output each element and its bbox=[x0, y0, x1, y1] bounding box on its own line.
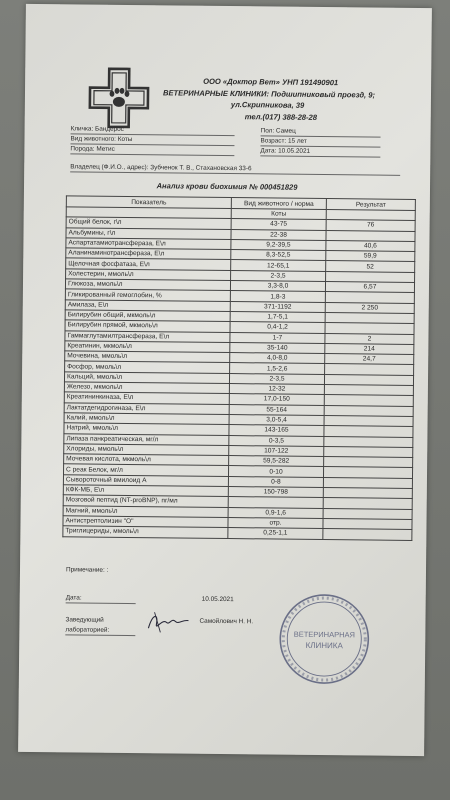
parameter-cell: Калий, ммоль\л bbox=[64, 413, 229, 425]
lab-report-sheet bbox=[18, 4, 432, 756]
norm-cell: 55-164 bbox=[229, 404, 324, 415]
header-parameter: Показатель bbox=[66, 196, 231, 209]
patient-nickname: Кличка: Бандерос bbox=[70, 125, 124, 133]
result-cell: 2 bbox=[325, 333, 414, 344]
norm-cell: 0-8 bbox=[228, 476, 323, 487]
norm-cell: 1,8-3 bbox=[230, 291, 325, 302]
parameter-cell: Натрий, ммоль\л bbox=[64, 423, 229, 435]
date-label: Дата: bbox=[65, 594, 82, 602]
norm-cell: 35-140 bbox=[230, 342, 325, 353]
parameter-cell: Хлориды, ммоль\л bbox=[64, 444, 229, 456]
norm-cell: 0-10 bbox=[228, 466, 323, 477]
parameter-cell: Общий белок, г\л bbox=[66, 217, 231, 229]
parameter-cell: Билирубин прямой, мкмоль\л bbox=[65, 320, 230, 332]
norm-cell: 107-122 bbox=[229, 445, 324, 456]
norm-cell: 0-3,5 bbox=[229, 435, 324, 446]
head-label-line1: Заведующий bbox=[65, 616, 104, 624]
divider bbox=[66, 602, 136, 604]
parameter-cell: Сывороточный вмилоид А bbox=[63, 475, 228, 487]
result-cell: 76 bbox=[326, 220, 415, 231]
note-label: Примечание: : bbox=[65, 566, 109, 574]
norm-cell: 143-165 bbox=[229, 425, 324, 436]
parameter-cell: Холестерин, ммоль\л bbox=[66, 269, 231, 281]
result-cell: 59,9 bbox=[326, 251, 415, 262]
result-cell: 24,7 bbox=[325, 354, 414, 365]
result-cell: 52 bbox=[326, 261, 415, 272]
norm-cell: 2-3,5 bbox=[229, 373, 324, 384]
norm-cell: 12-65,1 bbox=[231, 260, 326, 271]
header-result: Результат bbox=[326, 199, 415, 211]
divider bbox=[260, 155, 380, 157]
parameter-cell: Глюкоза, ммоль\л bbox=[65, 279, 230, 291]
parameter-cell: Триглицериды, ммоль\л bbox=[63, 526, 228, 538]
norm-cell: 3,3-8,0 bbox=[230, 281, 325, 292]
parameter-cell: Мочевая кислота, мкмоль\л bbox=[64, 454, 229, 466]
stamp-text-1: ВЕТЕРИНАРНАЯ bbox=[293, 629, 356, 640]
norm-cell: 2-3,5 bbox=[231, 270, 326, 281]
parameter-cell: Креатинин, мкмоль\л bbox=[65, 341, 230, 353]
clinic-stamp-icon bbox=[277, 592, 372, 687]
parameter-cell: Креатининкиназа, Е\л bbox=[64, 392, 229, 404]
parameter-cell: КФК-МБ, Е\л bbox=[63, 485, 228, 497]
clinic-phone: тел.(017) 388-28-28 bbox=[244, 111, 318, 122]
header-norm: Вид животного / норма bbox=[231, 198, 326, 210]
parameter-cell: Гаммаглутамилтрансфераза, Е\л bbox=[65, 330, 230, 342]
norm-cell: 43-75 bbox=[231, 219, 326, 230]
head-name: Самойлович Н. Н. bbox=[199, 617, 254, 626]
parameter-cell: Щелочная фосфатаза, Е\л bbox=[66, 258, 231, 270]
species-cell: Коты bbox=[231, 209, 326, 220]
parameter-cell: Мозговой пептид (NT-proBNP), пг/мл bbox=[63, 495, 228, 507]
signature-icon bbox=[144, 608, 192, 637]
head-label-line2: лабораторией: bbox=[65, 626, 110, 634]
patient-age: Возраст: 15 лет bbox=[260, 137, 307, 145]
parameter-cell: Амилаза, Е\л bbox=[65, 299, 230, 311]
clinic-name: ООО «Доктор Вет» УНП 191490901 bbox=[203, 76, 339, 88]
clinic-address-2: ул.Скрипникова, 39 bbox=[230, 100, 305, 110]
parameter-cell: Магний, ммоль\л bbox=[63, 505, 228, 517]
report-date: Дата: 10.05.2021 bbox=[260, 147, 311, 155]
norm-cell: 9,2-39,5 bbox=[231, 239, 326, 250]
norm-cell: 1-7 bbox=[230, 332, 325, 343]
clinic-cross-logo-icon bbox=[88, 67, 151, 130]
norm-cell: 8,3-52,5 bbox=[231, 250, 326, 261]
parameter-cell: Аспартатамиотрансфераза, Е\л bbox=[66, 238, 231, 250]
divider bbox=[70, 153, 234, 156]
norm-cell: 1,5-2,6 bbox=[230, 363, 325, 374]
parameter-cell: Гликированный гемоглобин, % bbox=[65, 289, 230, 301]
norm-cell: 59,5-282 bbox=[229, 456, 324, 467]
parameter-cell: Липаза панкреатическая, мг/л bbox=[64, 433, 229, 445]
norm-cell: 1,7-5,1 bbox=[230, 312, 325, 323]
norm-cell: 4,0-8,0 bbox=[230, 353, 325, 364]
owner-info: Владелец (Ф.И.О., адрес): Зубченок Т. В., Стахановская 33-6 bbox=[70, 163, 252, 173]
parameter-cell: Билирубин общий, мкмоль\л bbox=[65, 310, 230, 322]
clinic-header bbox=[153, 75, 413, 124]
norm-cell: 0,25-1,1 bbox=[228, 528, 323, 539]
parameter-cell: Мочевина, ммоль\л bbox=[65, 351, 230, 363]
norm-cell: отр. bbox=[228, 517, 323, 528]
result-cell: 2 250 bbox=[325, 302, 414, 313]
norm-cell: 22-38 bbox=[231, 229, 326, 240]
norm-cell: 0,9-1,6 bbox=[228, 507, 323, 518]
norm-cell: 12-32 bbox=[229, 384, 324, 395]
date-value: 10.05.2021 bbox=[201, 595, 234, 604]
norm-cell: 3,0-5,4 bbox=[229, 414, 324, 425]
divider bbox=[65, 634, 135, 636]
parameter-cell: Аланинаминотрансфераза, Е\л bbox=[66, 248, 231, 260]
parameter-cell: Альбумины, г\л bbox=[66, 227, 231, 239]
result-cell: 6,57 bbox=[325, 282, 414, 293]
parameter-cell: Фосфор, ммоль\л bbox=[65, 361, 230, 373]
clinic-address-1: ВЕТЕРИНАРНЫЕ КЛИНИКИ: Подшипниковый проезд, 9; bbox=[162, 87, 376, 100]
result-cell: 40,6 bbox=[326, 240, 415, 251]
report-title: Анализ крови биохимия № 000451829 bbox=[156, 181, 298, 192]
parameter-cell: Лактатдегидрогиназа, Е\л bbox=[64, 402, 229, 414]
norm-cell: 150-798 bbox=[228, 487, 323, 498]
parameter-cell: Кальций, ммоль\л bbox=[64, 372, 229, 384]
norm-cell: 0,4-1,2 bbox=[230, 322, 325, 333]
patient-species: Вид животного: Коты bbox=[70, 135, 133, 144]
parameter-cell: Железо, мкмоль\л bbox=[64, 382, 229, 394]
parameter-cell: С реак Белок, мг/л bbox=[64, 464, 229, 476]
norm-cell: 371-1192 bbox=[230, 301, 325, 312]
result-cell: 214 bbox=[325, 343, 414, 354]
norm-cell: 17,0-150 bbox=[229, 394, 324, 405]
patient-breed: Порода: Метис bbox=[70, 145, 115, 153]
patient-sex: Пол: Самец bbox=[260, 127, 296, 135]
parameter-cell: Антистрептолизин "О" bbox=[63, 516, 228, 528]
stamp-text-2: КЛИНИКА bbox=[305, 640, 343, 651]
results-table bbox=[62, 195, 416, 540]
result-cell bbox=[323, 529, 412, 540]
